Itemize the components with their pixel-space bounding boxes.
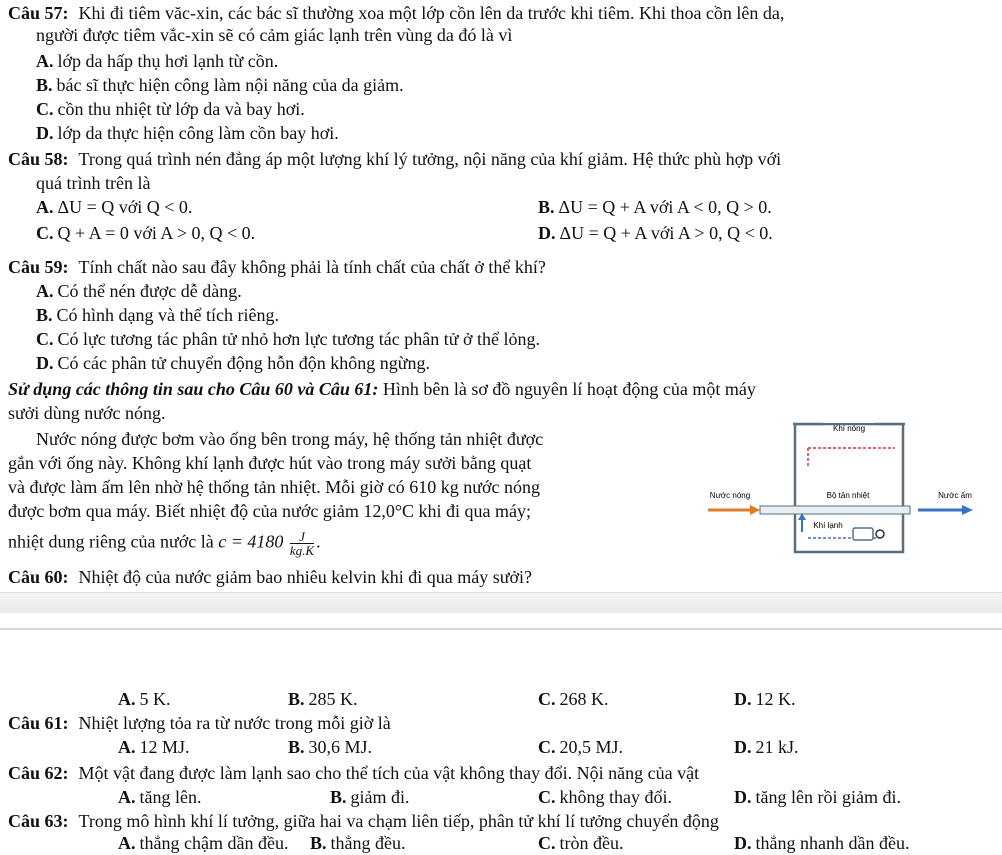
q57-option-a: A. lớp da hấp thụ hơi lạnh từ cồn. [36, 51, 279, 71]
q59-stem-line [8, 256, 546, 278]
q63-option-a: A. thẳng chậm dần đều. [118, 833, 289, 853]
q63-option-b: B. thẳng đều. [310, 833, 406, 853]
label-cold-air: Khí lạnh [813, 521, 843, 530]
water-pipe [760, 506, 910, 514]
q58-stem-line1 [8, 148, 781, 170]
q61-number: Câu 61: [8, 713, 69, 733]
specific-heat-expression: c = 4180 [218, 531, 284, 552]
q62-option-a: A. tăng lên. [118, 787, 202, 807]
q58-option-c: C. Q + A = 0 với A > 0, Q < 0. [36, 223, 256, 243]
label-hot-air: Khí nóng [832, 424, 866, 433]
shared-intro-line1 [8, 378, 756, 400]
q61-option-d: D. 21 kJ. [734, 737, 799, 757]
q60-option-a: A. 5 K. [118, 689, 171, 709]
page-break-band [0, 592, 1002, 613]
label-radiator: Bộ tản nhiệt [826, 491, 870, 500]
label-hot-water: Nước nóng [709, 491, 751, 500]
q63-stem: Trong mô hình khí lí tưởng, giữa hai va chạm liên tiếp, phân tử khí lí tưởng chuyển động [78, 811, 719, 831]
shared-intro-bold: Sử dụng các thông tin sau cho Câu 60 và Câu 61: [8, 379, 379, 399]
casing-top-opening [793, 411, 905, 423]
q59-option-c: C. Có lực tương tác phân tử nhỏ hơn lực tương tác phân tử ở thể lỏng. [36, 329, 541, 349]
q62-stem-line [8, 762, 699, 784]
q63-number: Câu 63: [8, 811, 69, 831]
q57-stem-1: Khi đi tiêm văc-xin, các bác sĩ thường xoa một lớp cồn lên da trước khi tiêm. Khi thoa cồn lên da, [78, 3, 785, 23]
label-warm-water: Nước ấm [938, 491, 972, 500]
page-break-divider [0, 628, 1002, 630]
q57-stem-line1 [8, 2, 784, 24]
shared-para-1: Nước nóng được bơm vào ống bên trong máy, hệ thống tản nhiệt được [36, 429, 544, 449]
hot-water-arrowhead [750, 505, 760, 515]
q62-stem: Một vật đang được làm lạnh sao cho thể tích của vật không thay đổi. Nội năng của vật [78, 763, 700, 783]
q61-option-c: C. 20,5 MJ. [538, 737, 624, 757]
q60-option-d: D. 12 K. [734, 689, 796, 709]
q58-option-d: D. ΔU = Q + A với A > 0, Q < 0. [538, 223, 773, 243]
q63-option-c: C. tròn đều. [538, 833, 624, 853]
shared-para-4: được bơm qua máy. Biết nhiệt độ của nước giảm 12,0°C khi đi qua máy; [8, 501, 532, 521]
q63-stem-line [8, 810, 719, 832]
q57-option-c: C. cồn thu nhiệt từ lớp da và bay hơi. [36, 99, 305, 119]
unit-numerator: J [290, 530, 314, 544]
shared-intro-line2: sưởi dùng nước nóng. [8, 403, 166, 423]
q57-option-d: D. lớp da thực hiện công làm cồn bay hơi. [36, 123, 339, 143]
q60-stem: Nhiệt độ của nước giảm bao nhiêu kelvin khi đi qua máy sưởi? [78, 567, 532, 587]
q58-stem-2: quá trình trên là [36, 173, 151, 193]
q61-option-b: B. 30,6 MJ. [288, 737, 373, 757]
q60-number: Câu 60: [8, 567, 69, 587]
q59-option-a: A. Có thể nén được dễ dàng. [36, 281, 242, 301]
q57-number: Câu 57: [8, 3, 69, 23]
specific-heat-unit [290, 530, 314, 557]
warm-water-arrowhead [962, 505, 973, 515]
q62-option-d: D. tăng lên rồi giảm đi. [734, 787, 901, 807]
shared-para-5-line: nhiệt dung riêng của nước là c = 4180 $\frac{J}{kg.K}$ . [8, 529, 321, 558]
q59-option-d: D. Có các phân tử chuyển động hỗn độn không ngừng. [36, 353, 430, 373]
q62-option-b: B. giảm đi. [330, 787, 410, 807]
q57-option-b: B. bác sĩ thực hiện công làm nội năng của da giảm. [36, 75, 404, 95]
fan-housing [853, 528, 873, 540]
q63-option-d: D. thẳng nhanh dần đều. [734, 833, 910, 853]
q60-option-c: C. 268 K. [538, 689, 609, 709]
q58-stem-1: Trong quá trình nén đẳng áp một lượng khí lý tưởng, nội năng của khí giảm. Hệ thức phù hợp với [78, 149, 782, 169]
unit-denominator: kg.K [289, 543, 315, 558]
q61-stem: Nhiệt lượng tỏa ra từ nước trong mỗi giờ là [78, 713, 391, 733]
q61-option-a: A. 12 MJ. [118, 737, 190, 757]
shared-intro-rest: Hình bên là sơ đồ nguyên lí hoạt động của một máy [378, 379, 756, 399]
shared-para-3: và được làm ấm lên nhờ hệ thống tản nhiệt. Mỗi giờ có 610 kg nước nóng [8, 477, 540, 497]
q59-number: Câu 59: [8, 257, 69, 277]
q61-stem-line [8, 712, 391, 734]
q60-stem-line [8, 566, 532, 588]
shared-para-5: nhiệt dung riêng của nước là [8, 531, 214, 552]
q59-option-b: B. Có hình dạng và thể tích riêng. [36, 305, 279, 325]
q57-stem-2: người được tiêm vắc-xin sẽ có cảm giác lạnh trên vùng da đó là vì [36, 25, 513, 45]
q58-option-b: B. ΔU = Q + A với A < 0, Q > 0. [538, 197, 772, 217]
q58-option-a: A. ΔU = Q với Q < 0. [36, 197, 193, 217]
q62-option-c: C. không thay đổi. [538, 787, 672, 807]
heater-diagram [690, 410, 990, 570]
heater-casing [795, 424, 903, 552]
fan-icon [876, 530, 884, 538]
shared-para-2: gắn với ống này. Không khí lạnh được hút vào trong máy sưởi bằng quạt [8, 453, 532, 473]
q60-option-b: B. 285 K. [288, 689, 358, 709]
q58-number: Câu 58: [8, 149, 69, 169]
q59-stem: Tính chất nào sau đây không phải là tính chất của chất ở thể khí? [78, 257, 546, 277]
q62-number: Câu 62: [8, 763, 69, 783]
